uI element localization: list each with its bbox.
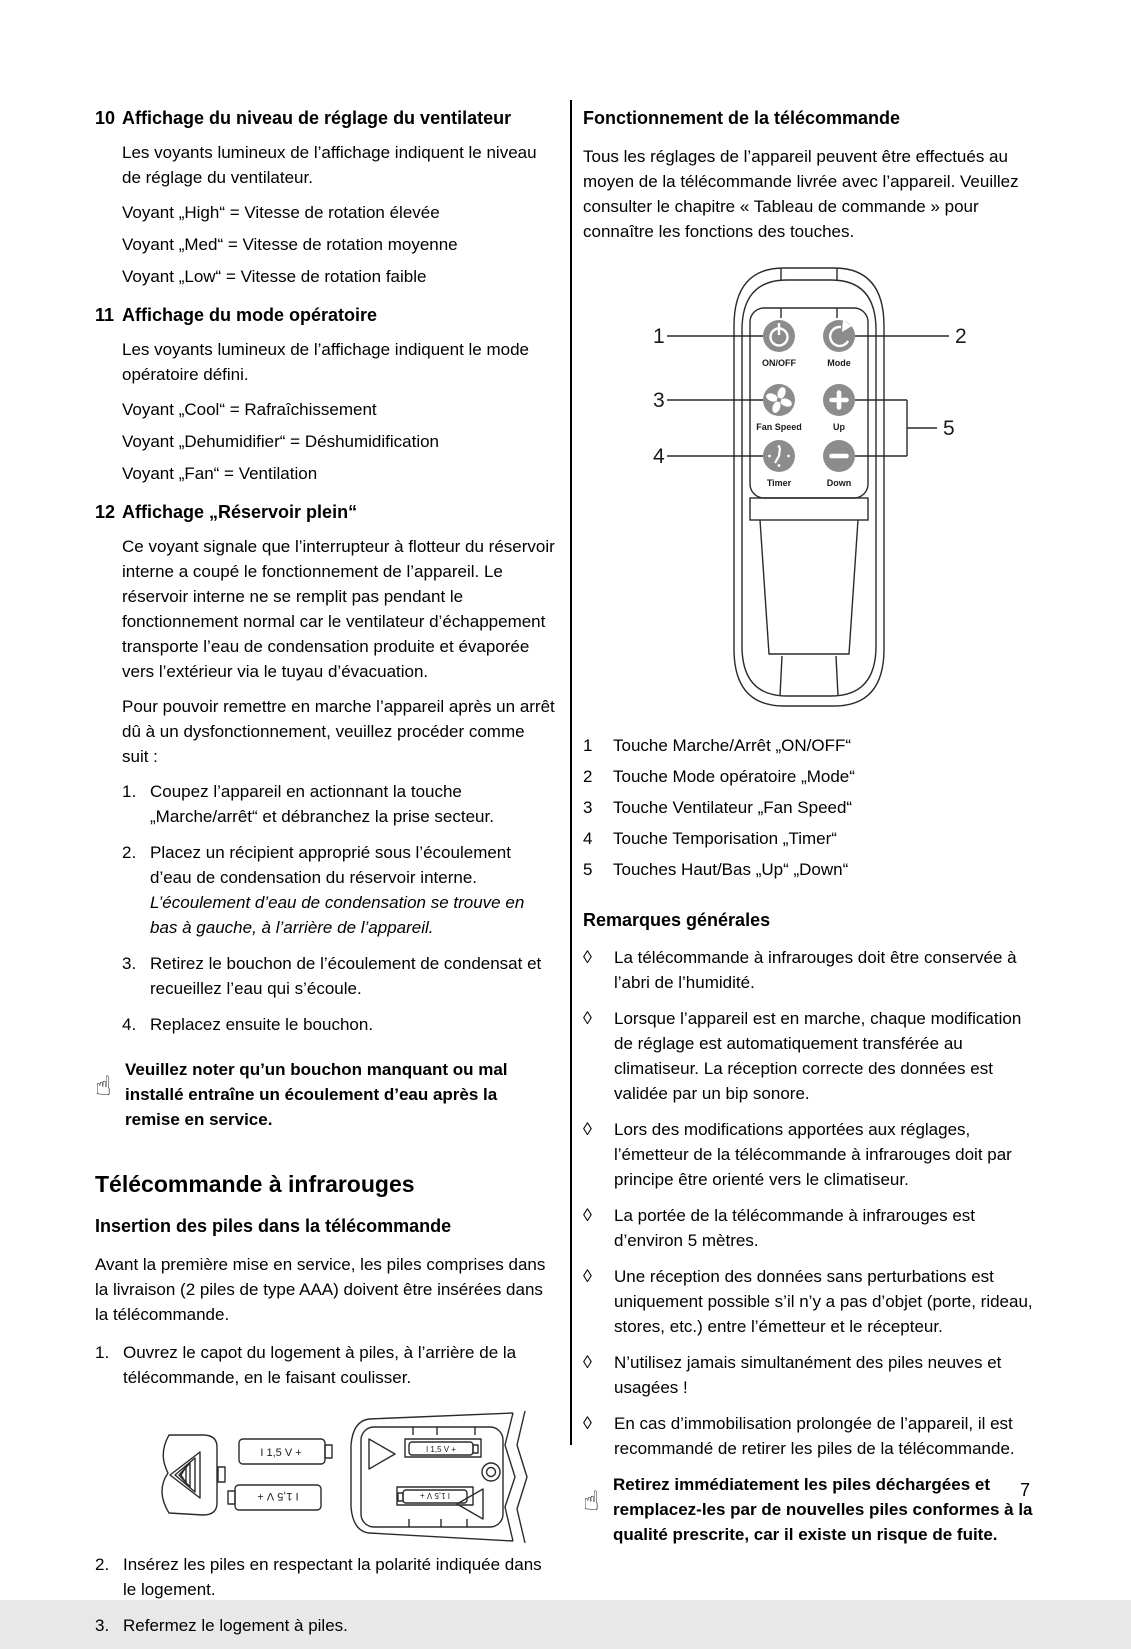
section-number: 12 xyxy=(95,502,116,522)
section-12 xyxy=(95,500,555,1132)
callout-1: 1 xyxy=(653,325,665,348)
remark-item xyxy=(583,1411,1036,1461)
numbered-step xyxy=(122,1012,555,1037)
legend-text: Touches Haut/Bas „Up“ „Down“ xyxy=(613,860,849,879)
note-box xyxy=(583,1472,1036,1547)
step-number: 2. xyxy=(95,1555,110,1574)
diamond-bullet-icon: ◊ xyxy=(583,947,592,967)
battery-voltage-label-flipped: I 1,5 V + xyxy=(419,1491,451,1500)
battery-insertion-figure xyxy=(107,1401,555,1540)
numbered-step xyxy=(122,840,555,940)
legend-row xyxy=(583,764,1036,789)
section-number: 10 xyxy=(95,108,116,128)
voyant-line: Voyant „Cool“ = Rafraîchissement xyxy=(122,400,377,419)
section-11 xyxy=(95,303,555,486)
remark-item xyxy=(583,945,1036,995)
step-text xyxy=(150,840,555,940)
battery-voltage-label: I 1,5 V + xyxy=(260,1447,302,1459)
diamond-bullet-icon: ◊ xyxy=(583,1266,592,1286)
up-button xyxy=(823,384,855,416)
voyant-line: Voyant „Fan“ = Ventilation xyxy=(122,464,318,483)
button-label-timer: Timer xyxy=(766,478,792,488)
section-title-text: Affichage du niveau de réglage du ventilateur xyxy=(122,108,512,128)
paragraph: Ce voyant signale que l’interrupteur à flotteur du réservoir interne a coupé le fonctionnement de l’appareil. Le réservoir interne ne se remplit pas pendant le fonctionnement normal car le ventilateur d’échappement transporte l’eau de condensation produite et évaporée vers l’extérieur via le tuyau d’évacuation. xyxy=(122,537,555,681)
button-label-onoff: ON/OFF xyxy=(762,358,796,368)
legend-row xyxy=(583,733,1036,758)
battery-voltage-label: I 1,5 V + xyxy=(425,1445,457,1454)
diamond-bullet-icon: ◊ xyxy=(583,1205,592,1225)
legend-text: Touche Mode opératoire „Mode“ xyxy=(613,767,855,786)
remote-buttons xyxy=(763,320,855,472)
step-text: Refermez le logement à piles. xyxy=(123,1616,348,1635)
remark-text: Lorsque l’appareil est en marche, chaque modification de réglage est automatiquement transférée au climatiseur. La réception correcte des données est validée par un bip sonore. xyxy=(614,1009,1022,1103)
legend-number: 4 xyxy=(583,829,593,848)
voyant-line: Voyant „High“ = Vitesse de rotation élevée xyxy=(122,203,440,222)
legend-text: Touche Ventilateur „Fan Speed“ xyxy=(613,798,853,817)
voyant-line: Voyant „Med“ = Vitesse de rotation moyenne xyxy=(122,235,458,254)
diamond-bullet-icon: ◊ xyxy=(583,1119,592,1139)
remote-body-outline xyxy=(734,268,884,706)
note-text: Retirez immédiatement les piles déchargées et remplacez-les par de nouvelles piles conformes à la qualité prescrite, car il existe un risque de fuite. xyxy=(613,1475,1033,1544)
callout-2: 2 xyxy=(955,325,967,348)
left-column xyxy=(95,106,555,1649)
onoff-button xyxy=(763,320,795,352)
paragraph: Les voyants lumineux de l’affichage indiquent le niveau de réglage du ventilateur. xyxy=(122,143,537,187)
section-title-text: Affichage „Réservoir plein“ xyxy=(122,502,358,522)
voyant-line: Voyant „Low“ = Vitesse de rotation faible xyxy=(122,267,427,286)
numbered-step xyxy=(95,1552,555,1602)
section-11-title xyxy=(95,303,555,328)
remark-text: N’utilisez jamais simultanément des piles neuves et usagées ! xyxy=(614,1353,1002,1397)
remark-item xyxy=(583,1264,1036,1339)
legend-number: 2 xyxy=(583,767,593,786)
remark-item xyxy=(583,1006,1036,1106)
step-text: Insérez les piles en respectant la polarité indiquée dans le logement. xyxy=(123,1555,542,1599)
battery-voltage-label-flipped: I 1,5 V + xyxy=(257,1490,299,1502)
subsection-title: Remarques générales xyxy=(583,910,771,930)
numbered-step xyxy=(122,779,555,829)
section-12-title xyxy=(95,500,555,525)
note-box xyxy=(95,1057,555,1132)
remote-control-diagram xyxy=(619,256,1019,718)
general-remarks-list xyxy=(583,945,1036,1461)
step-number: 3. xyxy=(95,1616,110,1635)
remark-item xyxy=(583,1203,1036,1253)
legend-text: Touche Temporisation „Timer“ xyxy=(613,829,837,848)
legend-number: 1 xyxy=(583,736,593,755)
step-number: 1. xyxy=(95,1343,110,1362)
section-10-title xyxy=(95,106,555,131)
remote-control-figure xyxy=(619,256,1036,725)
numbered-step xyxy=(122,951,555,1001)
battery-cover-drawing xyxy=(162,1435,225,1515)
paragraph: Avant la première mise en service, les piles comprises dans la livraison (2 piles de type AAA) doivent être insérées dans la télécommande. xyxy=(95,1255,546,1324)
remark-text: En cas d’immobilisation prolongée de l’appareil, il est recommandé de retirer les piles de la télécommande. xyxy=(614,1414,1015,1458)
page-number: 7 xyxy=(1020,1480,1031,1500)
remark-item xyxy=(583,1117,1036,1192)
step-text: Coupez l’appareil en actionnant la touche „Marche/arrêt“ et débranchez la prise secteur. xyxy=(150,782,494,826)
remark-text: La portée de la télécommande à infrarouges est d’environ 5 mètres. xyxy=(614,1206,976,1250)
step-text: Retirez le bouchon de l’écoulement de condensat et recueillez l’eau qui s’écoule. xyxy=(150,954,542,998)
button-label-up: Up xyxy=(833,422,845,432)
step-number: 1. xyxy=(122,782,137,801)
legend-row xyxy=(583,795,1036,820)
button-label-mode: Mode xyxy=(827,358,851,368)
remark-text: La télécommande à infrarouges doit être conservée à l’abri de l’humidité. xyxy=(614,948,1017,992)
numbered-step xyxy=(95,1340,555,1390)
section-10 xyxy=(95,106,555,289)
paragraph: Les voyants lumineux de l’affichage indiquent le mode opératoire défini. xyxy=(122,340,530,384)
subsection-title: Fonctionnement de la télécommande xyxy=(583,108,901,128)
remark-item xyxy=(583,1350,1036,1400)
button-label-fanspeed: Fan Speed xyxy=(756,422,802,432)
callout-4: 4 xyxy=(653,445,665,468)
right-column xyxy=(583,106,1036,1547)
subsection-title: Insertion des piles dans la télécommande xyxy=(95,1216,452,1236)
timer-button xyxy=(763,440,795,472)
callout-lines xyxy=(667,336,949,456)
legend-number: 3 xyxy=(583,798,593,817)
step-text: Replacez ensuite le bouchon. xyxy=(150,1015,374,1034)
diamond-bullet-icon: ◊ xyxy=(583,1352,592,1372)
legend-row xyxy=(583,826,1036,851)
chapter-title: Télécommande à infrarouges xyxy=(95,1171,415,1197)
legend-number: 5 xyxy=(583,860,593,879)
step-text: Ouvrez le capot du logement à piles, à l’arrière de la télécommande, en le faisant coulisser. xyxy=(123,1343,517,1387)
column-divider xyxy=(570,100,572,1445)
remark-text: Une réception des données sans perturbations est uniquement possible s’il n’y a pas d’objet (porte, rideau, stores, etc.) entre l’émetteur et le récepteur. xyxy=(614,1267,1033,1336)
down-button xyxy=(823,440,855,472)
step-number: 4. xyxy=(122,1015,137,1034)
step-number: 3. xyxy=(122,954,137,973)
section-title-text: Affichage du mode opératoire xyxy=(122,305,378,325)
paragraph: Tous les réglages de l’appareil peuvent être effectués au moyen de la télécommande livrée avec l’appareil. Veuillez consulter le chapitre « Tableau de commande » pour connaître les fonctions des touches. xyxy=(583,147,1019,241)
battery-compartment-drawing xyxy=(351,1411,527,1543)
fanspeed-button xyxy=(763,384,795,416)
legend-row xyxy=(583,857,1036,882)
voyant-line: Voyant „Dehumidifier“ = Déshumidification xyxy=(122,432,440,451)
numbered-step xyxy=(95,1613,555,1638)
button-label-down: Down xyxy=(826,478,852,488)
callout-3: 3 xyxy=(653,389,665,412)
step-text-italic: L’écoulement d’eau de condensation se trouve en bas à gauche, à l’arrière de l’appareil. xyxy=(150,893,525,937)
remark-text: Lors des modifications apportées aux réglages, l’émetteur de la télécommande à infrarouges doit par principe être orienté vers le climatiseur. xyxy=(614,1120,1012,1189)
legend-text: Touche Marche/Arrêt „ON/OFF“ xyxy=(613,736,852,755)
callout-5: 5 xyxy=(943,417,955,440)
section-number: 11 xyxy=(95,305,115,325)
mode-button xyxy=(823,320,855,352)
remote-legend xyxy=(583,733,1036,882)
diamond-bullet-icon: ◊ xyxy=(583,1413,592,1433)
manicule-icon: ☝ xyxy=(583,1486,600,1516)
manicule-icon: ☝ xyxy=(95,1071,112,1101)
step-text-normal: Placez un récipient approprié sous l’écoulement d’eau de condensation du réservoir interne. xyxy=(150,843,511,887)
paragraph: Pour pouvoir remettre en marche l’appareil après un arrêt dû à un dysfonctionnement, veuillez procéder comme suit : xyxy=(122,697,555,766)
battery-diagram xyxy=(107,1401,539,1533)
step-number: 2. xyxy=(122,843,137,862)
note-text: Veuillez noter qu’un bouchon manquant ou mal installé entraîne un écoulement d’eau après la remise en service. xyxy=(125,1060,508,1129)
diamond-bullet-icon: ◊ xyxy=(583,1008,592,1028)
